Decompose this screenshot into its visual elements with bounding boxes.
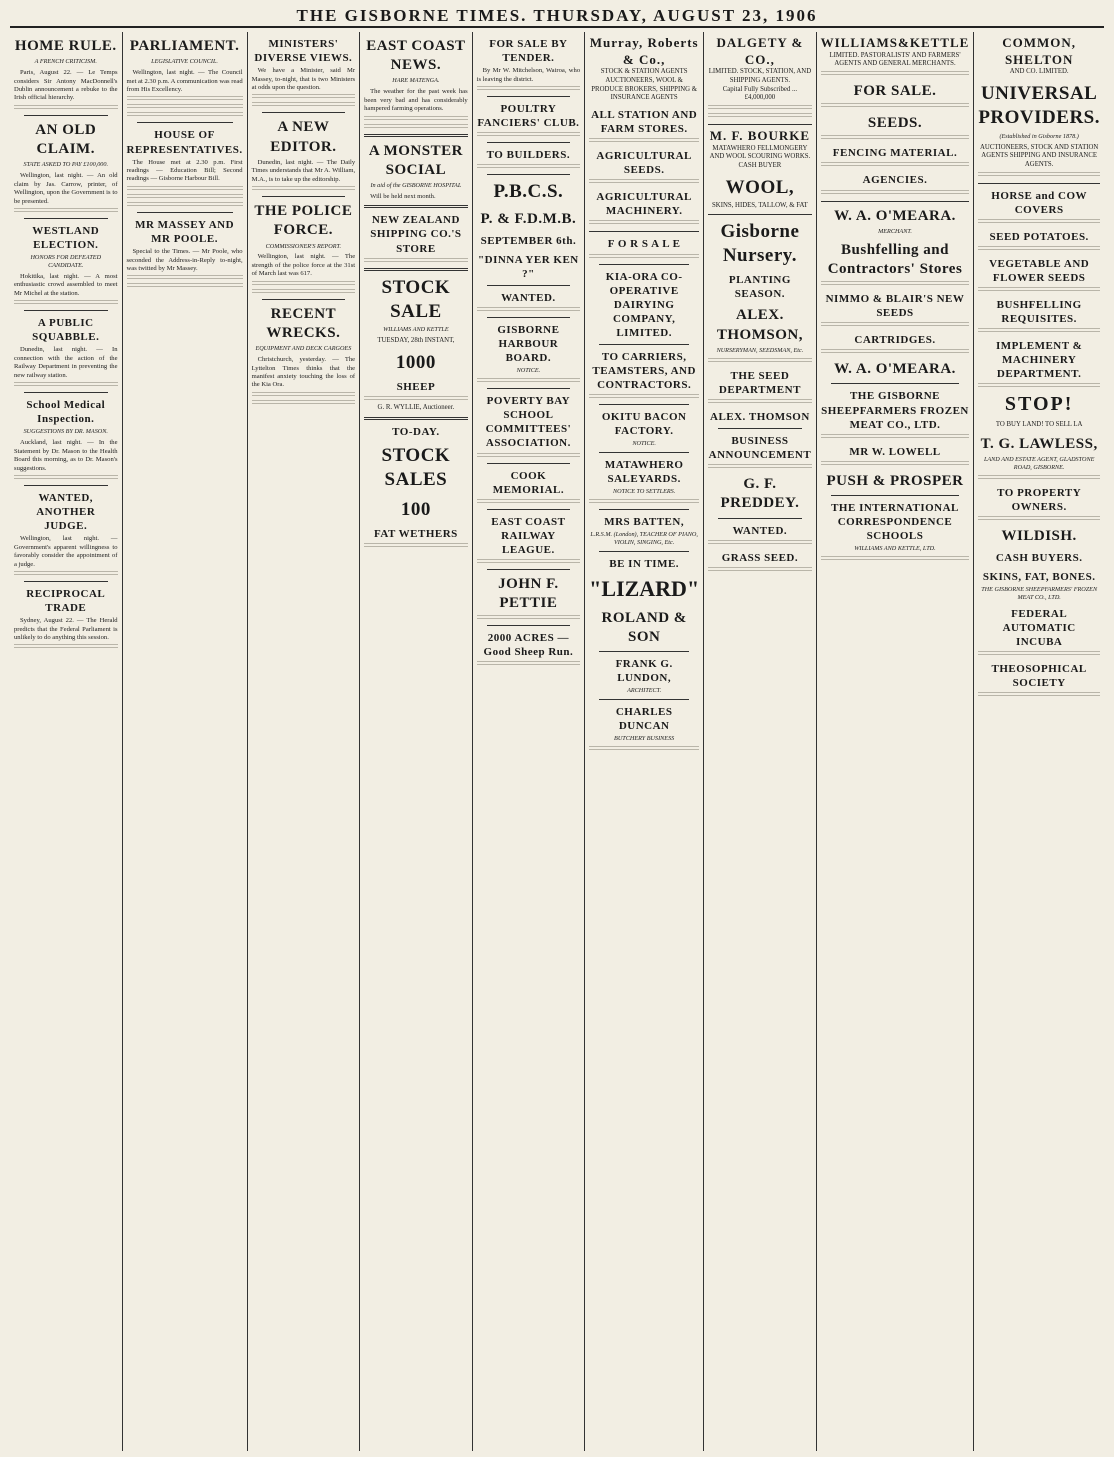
wanted-heading: WANTED. <box>732 524 788 537</box>
text-block <box>477 378 581 384</box>
thomson-subheading: NURSERYMAN, SEEDSMAN, Etc. <box>716 346 804 354</box>
property-owners-heading: TO PROPERTY OWNERS. <box>997 486 1082 513</box>
thomson-2-heading: ALEX. THOMSON <box>710 410 810 423</box>
text-block <box>14 475 118 481</box>
mrs-batten-heading: MRS BATTEN, <box>604 516 685 529</box>
westland-subheading: HONORS FOR DEFEATED CANDIDATE. <box>30 254 102 270</box>
text-block <box>708 567 812 573</box>
common-shelton-title: COMMON, SHELTON <box>1002 35 1077 67</box>
bourke-ad <box>708 125 812 215</box>
wrecks-subheading: EQUIPMENT AND DECK CARGOES <box>255 345 352 353</box>
text-block <box>821 281 970 287</box>
acres-heading: 2000 ACRES — Good Sheep Run. <box>483 632 574 659</box>
today-heading: TO-DAY. <box>392 425 440 438</box>
divider <box>262 196 346 197</box>
text-block <box>127 112 243 118</box>
east-coast-text: The weather for the past week has been very bad and has considerably hampered farming operations. <box>364 88 468 113</box>
ics-subheading: WILLIAMS AND KETTLE, LTD. <box>854 545 936 553</box>
wethers-count: 100 <box>400 498 431 520</box>
divider <box>24 115 108 116</box>
text-block <box>708 399 812 405</box>
text-block <box>708 464 812 470</box>
text-block <box>708 540 812 546</box>
ics-heading: THE INTERNATIONAL CORRESPONDENCE SCHOOLS <box>831 501 959 543</box>
text-block <box>127 194 243 200</box>
divider <box>487 317 571 318</box>
massey-poole-text: Special to the Times. — Mr Poole, who seconded the Address-in-Reply to-night, was twitted by Mr Massey. <box>126 248 243 272</box>
text-block <box>821 162 970 168</box>
text-block <box>127 283 243 289</box>
text-block <box>978 651 1100 657</box>
agencies-heading: AGENCIES. <box>862 174 928 187</box>
text-block <box>127 104 243 110</box>
bourke-subtitle: MATAWHERO FELLMONGERY AND WOOL SCOURING WORKS. <box>709 144 811 161</box>
bourke-title: M. F. BOURKE <box>709 128 811 143</box>
murray-roberts-lines: AUCTIONEERS, WOOL & PRODUCE BROKERS, SHIPPING & INSURANCE AGENTS <box>591 76 698 102</box>
house-heading: HOUSE OF REPRESENTATIVES. <box>126 129 243 156</box>
text-block <box>14 644 118 650</box>
williams-kettle-ad <box>821 32 970 202</box>
column-9 <box>974 32 1104 1451</box>
text-block <box>477 559 581 565</box>
poultry-heading: POULTRY FANCIERS' CLUB. <box>477 103 580 130</box>
divider <box>599 651 689 652</box>
lawless-subheading: LAND AND ESTATE AGENT, GLADSTONE ROAD, GISBORNE. <box>983 455 1095 471</box>
mrs-batten-subheading: L.R.S.M. (London), TEACHER OF PIANO, VIOLIN, SINGING, Etc. <box>590 531 698 547</box>
divider <box>487 388 571 389</box>
seeds-heading: SEEDS. <box>867 115 923 132</box>
text-block <box>477 307 581 313</box>
divider <box>487 285 571 286</box>
text-block <box>477 132 581 138</box>
auctioneer: G. R. WYLLIE, Auctioneer. <box>377 404 455 412</box>
stores-heading: ALL STATION AND FARM STORES. <box>591 109 698 136</box>
text-block <box>127 202 243 208</box>
railway-league-heading: EAST COAST RAILWAY LEAGUE. <box>491 515 566 556</box>
dalgety-capital: Capital Fully Subscribed ... £4,000,000 <box>722 85 798 102</box>
williams-kettle-title: WILLIAMS&KETTLE <box>820 35 970 50</box>
vegetable-seeds-heading: VEGETABLE AND FLOWER SEEDS <box>989 257 1090 284</box>
new-editor-heading: A NEW EDITOR. <box>270 119 337 155</box>
text-block <box>252 289 356 295</box>
parliament-text: Wellington, last night. — The Council met at 2.30 p.m. A communication was read from His Excellency. <box>126 69 243 93</box>
divider <box>137 212 233 213</box>
text-block <box>978 475 1100 481</box>
text-block <box>821 556 970 562</box>
text-block <box>821 71 970 77</box>
columns <box>10 32 1104 1451</box>
text-block <box>978 172 1100 178</box>
text-block <box>14 105 118 111</box>
text-block <box>978 219 1100 225</box>
divider <box>487 174 571 175</box>
text-block <box>14 571 118 577</box>
bushfelling-heading: Bushfelling and Contractors' Stores <box>827 241 963 277</box>
column-6 <box>585 32 704 1451</box>
gisborne-nursery-heading: Gisborne Nursery. <box>720 220 800 266</box>
column-5 <box>473 32 586 1451</box>
agric-seeds-heading: AGRICULTURAL SEEDS. <box>596 150 692 177</box>
roland-heading: ROLAND & SON <box>601 609 687 645</box>
sheep-count: 1000 <box>395 351 436 373</box>
school-subheading: SUGGESTIONS BY DR. MASON. <box>23 428 108 436</box>
text-block <box>477 615 581 621</box>
cartridges-heading: CARTRIDGES. <box>854 334 936 347</box>
stock-sale-subheading: WILLIAMS AND KETTLE <box>383 326 449 334</box>
text-block <box>589 394 699 400</box>
squabble-text: Dunedin, last night. — In connection with the action of the Railway Department in preventing the new railway station. <box>14 346 118 379</box>
saleyards-heading: MATAWHERO SALEYARDS. <box>604 459 684 486</box>
home-rule-heading: HOME RULE. <box>14 38 117 54</box>
text-block <box>589 746 699 752</box>
push-prosper-heading: PUSH & PROSPER <box>826 472 964 489</box>
old-claim-text: Wellington, last night. — An old claim by Jas. Carrow, printer, of Wellington, upon the Government is to be presented. <box>14 172 118 205</box>
school-text: Auckland, last night. — In the Statement by Dr. Mason to the Health Board this morning, as to Dr. Mason's suggestions. <box>14 439 118 472</box>
incubator-heading: FEDERAL AUTOMATIC INCUBA <box>1002 608 1076 649</box>
divider <box>831 383 960 384</box>
lowell-heading: MR W. LOWELL <box>849 445 941 458</box>
westland-heading: WESTLAND ELECTION. <box>32 224 100 252</box>
text-block <box>589 499 699 505</box>
lundon-heading: FRANK G. LUNDON, <box>615 657 673 684</box>
divider <box>137 122 233 123</box>
theosophical-heading: THEOSOPHICAL SOCIETY <box>991 663 1087 690</box>
column-4 <box>360 32 473 1451</box>
text-block <box>14 208 118 214</box>
text-block <box>127 186 243 192</box>
text-block <box>821 135 970 141</box>
merchant-subheading: MERCHANT. <box>878 227 912 235</box>
text-block <box>477 86 581 92</box>
masthead: THE GISBORNE TIMES. THURSDAY, AUGUST 23, 1906 <box>10 6 1104 28</box>
cash-buyers-heading: CASH BUYERS. <box>995 552 1083 565</box>
omeara-heading: W. A. O'MEARA. <box>834 207 956 224</box>
text-block <box>821 322 970 328</box>
divider <box>718 428 802 429</box>
text-block <box>821 434 970 440</box>
frozen-meat-heading: THE GISBORNE SHEEPFARMERS FROZEN MEAT CO., LTD. <box>821 390 969 431</box>
text-block <box>978 328 1100 334</box>
east-coast-subheading: HARE MATENGA. <box>392 77 440 85</box>
nimmo-heading: NIMMO & BLAIR'S NEW SEEDS <box>825 293 965 320</box>
text-block <box>477 453 581 459</box>
text-block <box>252 281 356 287</box>
wildish-heading: WILDISH. <box>1001 527 1077 544</box>
column-2 <box>123 32 248 1451</box>
text-block <box>978 383 1100 389</box>
text-block <box>477 164 581 170</box>
carriers-heading: TO CARRIERS, TEAMSTERS, AND CONTRACTORS. <box>592 350 696 392</box>
text-block <box>821 190 970 196</box>
text-block <box>589 138 699 144</box>
murray-roberts-ad <box>589 32 699 232</box>
seed-department-heading: THE SEED DEPARTMENT <box>718 369 801 396</box>
police-subheading: COMMISSIONER'S REPORT. <box>265 242 342 250</box>
text-block <box>14 300 118 306</box>
column-3 <box>248 32 361 1451</box>
parliament-subheading: LEGISLATIVE COUNCIL. <box>151 58 218 66</box>
wrecks-heading: RECENT WRECKS. <box>266 305 341 341</box>
fencing-heading: FENCING MATERIAL. <box>832 147 958 160</box>
text-block <box>127 96 243 102</box>
implement-heading: IMPLEMENT & MACHINERY DEPARTMENT. <box>996 340 1083 381</box>
divider <box>24 581 108 582</box>
dalgety-subtitle: LIMITED. STOCK, STATION, AND SHIPPING AGENTS. <box>708 68 812 84</box>
squabble-heading: A PUBLIC SQUABBLE. <box>32 317 100 344</box>
text-block <box>978 692 1100 698</box>
divider <box>364 134 468 137</box>
parliament-heading: PARLIAMENT. <box>129 38 240 54</box>
divider <box>364 268 468 271</box>
divider <box>487 509 571 510</box>
text-block <box>364 124 468 130</box>
cash-buyer: CASH BUYER <box>738 162 782 169</box>
divider <box>364 205 468 208</box>
wanted-judge-heading: WANTED, ANOTHER JUDGE. <box>36 492 96 533</box>
wanted-judge-text: Wellington, last night. — Government's apparent willingness to favorably consider the appointment of a judge. <box>14 535 118 568</box>
reciprocal-heading: RECIPROCAL TRADE <box>26 588 106 615</box>
seed-potatoes-heading: SEED POTATOES. <box>989 230 1089 243</box>
omeara-2-heading: W. A. O'MEARA. <box>834 361 956 378</box>
common-shelton-subtitle: AND CO. LIMITED. <box>1009 68 1069 76</box>
divider <box>487 625 571 626</box>
universal-heading: UNIVERSAL PROVIDERS. <box>978 82 1100 129</box>
column-1 <box>10 32 123 1451</box>
school-heading: School Medical Inspection. <box>26 399 106 426</box>
business-heading: BUSINESS ANNOUNCEMENT <box>708 435 812 462</box>
wethers-label: FAT WETHERS <box>373 527 458 540</box>
text-block <box>364 543 468 549</box>
stock-sales-heading: STOCK SALES <box>381 445 451 491</box>
divider <box>487 569 571 570</box>
shipping-store-heading: NEW ZEALAND SHIPPING CO.'S STORE <box>370 214 462 255</box>
police-heading: THE POLICE FORCE. <box>254 203 353 239</box>
murray-roberts-subtitle: STOCK & STATION AGENTS <box>600 68 688 76</box>
dinna-heading: "DINNA YER KEN ?" <box>478 253 579 280</box>
pfmb-heading: P. & F.D.M.B. <box>480 210 577 227</box>
police-text: Wellington, last night. — The strength of the police force at the 31st of March last was 617. <box>251 253 356 278</box>
ministers-heading: MINISTERS' DIVERSE VIEWS. <box>254 38 353 65</box>
home-rule-text: Paris, August 22. — Le Temps considers Sir Antony MacDonnell's Dublin announcement a rebuke to the Irish official hierarchy. <box>14 69 118 102</box>
stock-sale-heading: STOCK SALE <box>381 276 451 322</box>
text-block <box>978 516 1100 522</box>
divider <box>599 509 689 510</box>
divider <box>262 299 346 300</box>
text-block <box>14 382 118 388</box>
stop-heading: STOP! <box>1004 393 1074 416</box>
text-block <box>821 461 970 467</box>
frozen-meat-subheading: THE GISBORNE SHEEPFARMERS' FROZEN MEAT CO., LTD. <box>981 586 1098 602</box>
lawless-heading: T. G. LAWLESS, <box>980 435 1098 452</box>
divider <box>262 112 346 113</box>
bushfelling-requisites-heading: BUSHFELLING REQUISITES. <box>996 298 1082 326</box>
divider <box>24 218 108 219</box>
wrecks-text: Christchurch, yesterday. — The Lyttelton Times thinks that the manifest anxiety touching the loss of the Kia Ora. <box>251 356 356 389</box>
grass-seed-heading: GRASS SEED. <box>721 551 799 564</box>
divider <box>24 392 108 393</box>
new-editor-text: Dunedin, last night. — The Daily Times understands that Mr A. William, M.A., is to take up the editorship. <box>251 158 356 183</box>
text-block <box>252 392 356 398</box>
divider <box>487 463 571 464</box>
divider <box>718 518 802 519</box>
text-block <box>821 103 970 109</box>
stock-sale-date: TUESDAY, 28th INSTANT, <box>377 337 455 345</box>
text-block <box>708 113 812 119</box>
wanted-heading: WANTED. <box>501 292 556 304</box>
preddey-heading: G. F. PREDDEY. <box>720 476 800 512</box>
harbour-notice: NOTICE. <box>516 367 541 375</box>
text-block <box>589 220 699 226</box>
text-block <box>589 179 699 185</box>
home-rule-subheading: A FRENCH CRITICISM. <box>34 58 97 66</box>
divider <box>831 495 960 496</box>
planting-season-heading: PLANTING SEASON. <box>728 274 791 301</box>
text-block <box>364 116 468 122</box>
agric-machinery-heading: AGRICULTURAL MACHINERY. <box>596 191 692 218</box>
divider <box>599 344 689 345</box>
dalgety-title: DALGETY & CO., <box>716 35 804 67</box>
old-claim-heading: AN OLD CLAIM. <box>35 121 97 158</box>
ministers-text: We have a Minister, said Mr Massey, to-night, that is two Ministers at odds upon the question. <box>251 67 356 92</box>
divider <box>599 264 689 265</box>
text-block <box>477 499 581 505</box>
text-block <box>252 102 356 108</box>
divider <box>24 485 108 486</box>
builders-heading: TO BUILDERS. <box>486 149 571 162</box>
for-sale-heading: FOR SALE. <box>853 83 937 99</box>
tender-text: By Mr W. Mitchelson, Wairoa, who is leaving the district. <box>476 67 581 83</box>
text-block <box>127 275 243 281</box>
settlers-notice: NOTICE TO SETTLERS. <box>613 488 676 496</box>
monster-social-heading: A MONSTER SOCIAL <box>368 142 463 178</box>
westland-text: Hokitika, last night. — A most enthusiastic crowd assembled to meet Mr Michel at the station. <box>14 272 118 297</box>
poverty-bay-heading: POVERTY BAY SCHOOL COMMITTEES' ASSOCIATION. <box>485 395 572 450</box>
text-block <box>708 105 812 111</box>
pettie-heading: JOHN F. PETTIE <box>498 575 559 612</box>
reciprocal-text: Sydney, August 22. — The Herald predicts that the Federal Parliament is unlikely to do anything this session. <box>14 617 118 642</box>
divider <box>599 551 689 552</box>
duncan-heading: CHARLES DUNCAN <box>615 706 673 733</box>
text-block <box>978 246 1100 252</box>
cook-memorial-heading: COOK MEMORIAL. <box>492 469 565 496</box>
text-block <box>364 396 468 402</box>
monster-social-text: Will be held next month. <box>370 192 436 200</box>
pbcs-heading: P.B.C.S. <box>493 181 564 203</box>
skins-heading: SKINS, FAT, BONES. <box>982 571 1096 584</box>
wool-heading: WOOL, <box>725 176 795 198</box>
text-block <box>821 349 970 355</box>
divider <box>599 404 689 405</box>
murray-roberts-title: Murray, Roberts & Co., <box>589 35 699 67</box>
text-block <box>477 661 581 667</box>
divider <box>24 310 108 311</box>
dalgety-ad <box>708 32 812 125</box>
text-block <box>252 400 356 406</box>
divider <box>364 417 468 420</box>
be-in-time-heading: BE IN TIME. <box>609 558 680 571</box>
buy-land-line: TO BUY LAND! TO SELL LA <box>995 420 1083 428</box>
september-heading: SEPTEMBER 6th. <box>480 234 577 247</box>
text-block <box>252 186 356 192</box>
duncan-subheading: BUTCHERY BUSINESS <box>614 735 675 743</box>
auctioneers-line: AUCTIONEERS, STOCK AND STATION AGENTS SHIPPING AND INSURANCE AGENTS. <box>980 143 1099 168</box>
sheep-label: SHEEP <box>396 381 436 394</box>
east-coast-heading: EAST COAST NEWS. <box>366 38 466 74</box>
massey-poole-heading: MR MASSEY AND MR POOLE. <box>135 218 235 245</box>
old-claim-subheading: STATE ASKED TO PAY £100,000. <box>23 161 109 169</box>
williams-kettle-subtitle: LIMITED. PASTORALISTS' AND FARMERS' AGENTS AND GENERAL MERCHANTS. <box>829 51 961 68</box>
column-8 <box>817 32 975 1451</box>
kia-ora-heading: KIA-ORA CO-OPERATIVE DAIRYING COMPANY, LIMITED. <box>605 270 683 339</box>
column-7 <box>704 32 817 1451</box>
text-block <box>978 287 1100 293</box>
house-text: The House met at 2.30 p.m. First readings — Education Bill; Second readings — Gisborne Harbour Bill. <box>126 158 243 183</box>
divider <box>487 96 571 97</box>
text-block <box>252 94 356 100</box>
bacon-notice: NOTICE. <box>632 440 656 448</box>
divider <box>599 452 689 453</box>
divider <box>599 699 689 700</box>
bacon-heading: OKITU BACON FACTORY. <box>601 411 687 438</box>
divider <box>487 142 571 143</box>
monster-social-subheading: In aid of the GISBORNE HOSPITAL <box>370 182 462 189</box>
tender-heading: FOR SALE BY TENDER. <box>489 38 568 65</box>
text-block <box>708 358 812 364</box>
horse-covers-heading: HORSE and COW COVERS <box>991 189 1088 216</box>
thomson-heading: ALEX. THOMSON, <box>716 307 803 343</box>
common-shelton-ad <box>978 32 1100 184</box>
text-block <box>364 258 468 264</box>
harbour-heading: GISBORNE HARBOUR BOARD. <box>497 324 560 365</box>
lundon-subheading: ARCHITECT. <box>627 687 662 695</box>
established-line: (Established in Gisborne 1878.) <box>999 132 1079 140</box>
for-sale-heading: F O R S A L E <box>607 238 681 251</box>
wool-subheading: SKINS, HIDES, TALLOW, & FAT <box>712 202 808 209</box>
lizard-heading: "LIZARD" <box>589 576 700 602</box>
text-block <box>589 254 699 260</box>
